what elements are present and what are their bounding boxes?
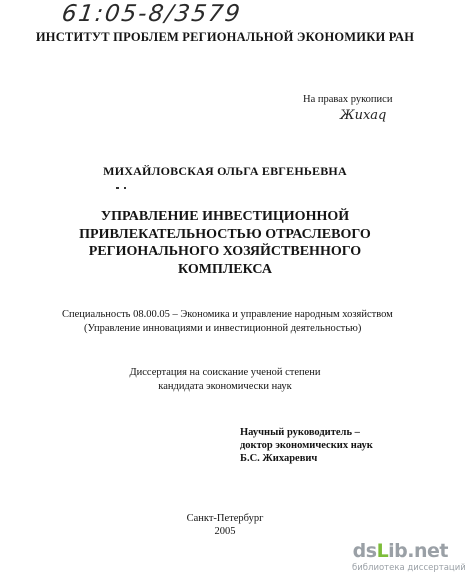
title-line: КОМПЛЕКСА [178,261,272,277]
title-line: УПРАВЛЕНИЕ ИНВЕСТИЦИОННОЙ [100,209,350,224]
supervisor-degree: доктор экономических наук [240,440,373,451]
place-and-year [0,512,450,538]
scan-dot [116,187,119,189]
signature: Жихаq [340,108,387,123]
year: 2005 [214,526,236,537]
specialty-line: Специальность 08.00.05 – Экономика и управление народным хозяйством [62,309,393,320]
degree-line: Диссертация на соискание ученой степени [129,367,321,378]
supervisor-name: Б.С. Жихаревич [240,453,318,464]
dissertation-title [60,208,390,278]
author-name: МИХАЙЛОВСКАЯ ОЛЬГА ЕВГЕНЬЕВНА [103,164,347,178]
logo-accent-letter: L [376,540,389,562]
catalog-number: 61:05-8/3579 [60,1,244,27]
title-line: РЕГИОНАЛЬНОГО ХОЗЯЙСТВЕННОГО [88,244,362,259]
scientific-supervisor [240,426,373,465]
dslib-watermark[interactable] [352,540,466,574]
logo-suffix: ib.net [388,540,448,562]
degree-line: кандидата экономически наук [158,381,292,392]
manuscript-rights: На правах рукописи [303,94,393,105]
logo-prefix: ds [352,540,377,562]
city: Санкт-Петербург [186,513,264,524]
title-line: ПРИВЛЕКАТЕЛЬНОСТЬЮ ОТРАСЛЕВОГО [79,226,371,242]
dissertation-degree [60,366,390,394]
watermark-subtitle: библиотека диссертаций [352,563,466,573]
supervisor-role: Научный руководитель – [240,427,360,438]
specialty-subline: (Управление инновациями и инвестиционной деятельностью) [84,323,362,334]
scan-dot [124,187,126,189]
institute-name: ИНСТИТУТ ПРОБЛЕМ РЕГИОНАЛЬНОЙ ЭКОНОМИКИ РАН [35,30,415,44]
dslib-logo[interactable] [352,540,448,562]
